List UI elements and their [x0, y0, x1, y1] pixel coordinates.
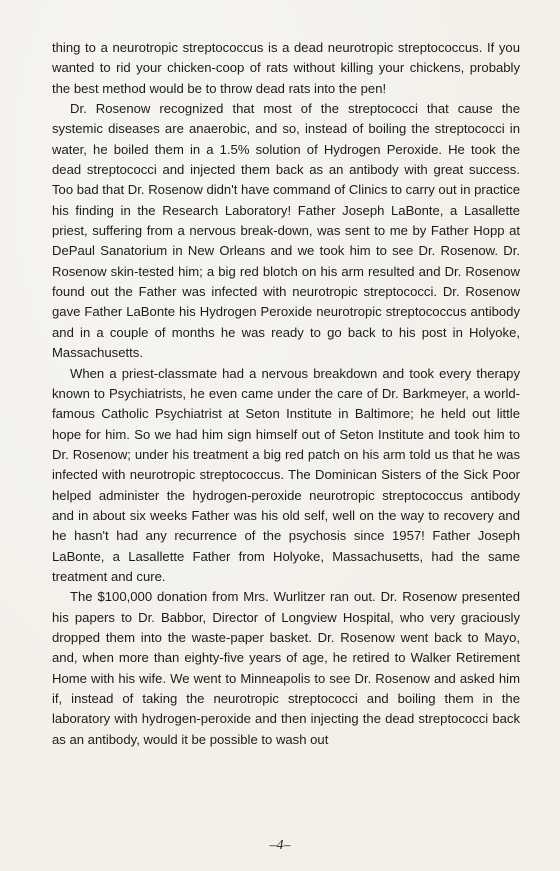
paragraph-3: When a priest-classmate had a nervous breakdown and took every therapy known to Psychiatrists, he even came under the care of Dr. Barkmeyer, a world-famous Catholic Psychiatrist at Seton Institute in Baltimore; he held out little hope for him. So we had him sign himself out of Seton Institute and took him to Dr. Rosenow; under his treatment a big red patch on his arm told us that he was infected with neurotropic streptococcus. The Dominican Sisters of the Sick Poor helped administer the hydrogen-peroxide neurotropic streptococcus antibody and in about six weeks Father was his old self, well on the way to recovery and he hasn't had any recurrence of the psychosis since 1957! Father Joseph LaBonte, a Lasallette Father from Holyoke, Massachusetts, had the same treatment and cure. [52, 365, 520, 584]
page-number: –4– [269, 838, 291, 853]
paragraph-2: Dr. Rosenow recognized that most of the streptococci that cause the systemic diseases are anaerobic, and so, instead of boiling the streptococci in water, he boiled them in a 1.5% solution of Hydrogen Peroxide. He took the dead streptococci and injected them back as an antibody with great success. Too bad that Dr. Rosenow didn't have command of Clinics to carry out in practice his finding in the Research Laboratory! Father Joseph LaBonte, a Lasallette priest, suffering from a nervous break-down, was sent to me by Father Hopp at DePaul Sanatorium in New Orleans and we took him to see Dr. Rosenow. Dr. Rosenow skin-tested him; a big red blotch on his arm resulted and Dr. Rosenow found out the Father was infected with neurotropic streptococci. Dr. Rosenow gave Father LaBonte his Hydrogen Peroxide neurotropic streptococcus antibody and in a couple of months he was ready to go back to his post in Holyoke, Massachusetts. [52, 101, 520, 361]
body-text [52, 38, 520, 750]
paragraph-4: The $100,000 donation from Mrs. Wurlitzer ran out. Dr. Rosenow presented his papers to Dr. Babbor, Director of Longview Hospital, who very graciously dropped them into the waste-paper basket. Dr. Rosenow went back to Mayo, and, when more than eighty-five years of age, he retired to Walker Retirement Home with his wife. We went to Minneapolis to see Dr. Rosenow and asked him if, instead of taking the neurotropic streptococci and boiling them in the laboratory with hydrogen-peroxide and then injecting the dead streptococci back as an antibody, would it be possible to wash out [52, 589, 520, 747]
paragraph-1: thing to a neurotropic streptococcus is a dead neurotropic streptococcus. If you wanted to rid your chicken-coop of rats without killing your chickens, probably the best method would be to throw dead rats into the pen! [52, 40, 520, 96]
